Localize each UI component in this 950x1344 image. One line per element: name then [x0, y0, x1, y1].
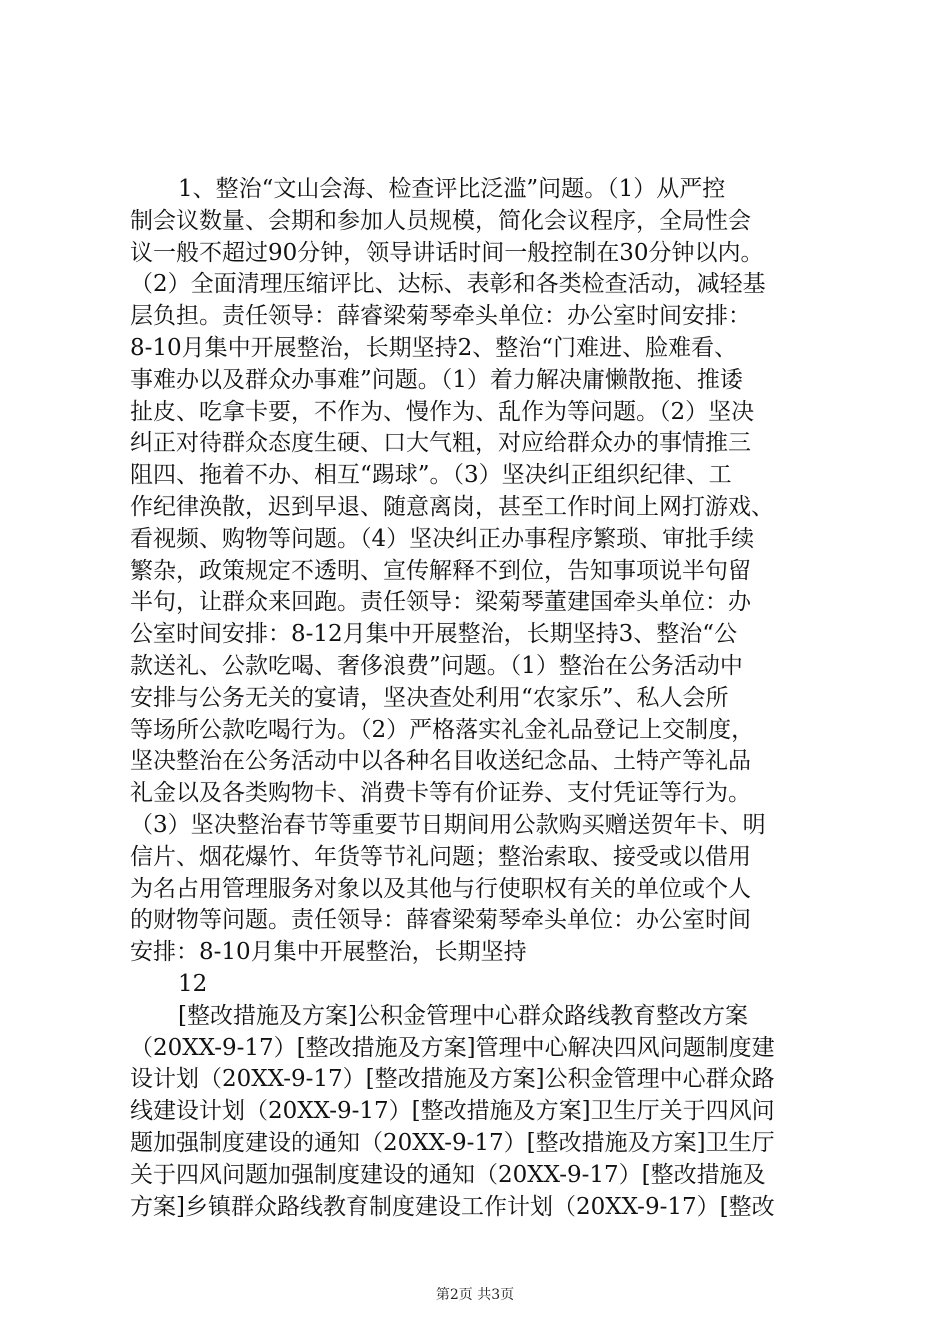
paragraph-line: 作纪律涣散，迟到早退、随意离岗，甚至工作时间上网打游戏、	[130, 493, 774, 520]
paragraph-line: 8-10月集中开展整治，长期坚持2、整治“门难进、脸难看、	[130, 334, 738, 361]
paragraph-line: 为名占用管理服务对象以及其他与行使职权有关的单位或个人	[130, 875, 751, 902]
paragraph-line: 方案]乡镇群众路线教育制度建设工作计划（20XX-9-17）[整改	[130, 1193, 775, 1220]
paragraph-line: （20XX-9-17）[整改措施及方案]管理中心解决四风问题制度建	[130, 1034, 775, 1061]
paragraph-line: 安排：8-10月集中开展整治，长期坚持	[130, 939, 527, 966]
paragraph-line: 礼金以及各类购物卡、消费卡等有价证券、支付凭证等行为。	[130, 780, 751, 807]
paragraph-line: 关于四风问题加强制度建设的通知（20XX-9-17）[整改措施及	[130, 1161, 766, 1188]
paragraph-line: 看视频、购物等问题。（4）坚决纠正办事程序繁琐、审批手续	[130, 525, 755, 552]
paragraph-line: 制会议数量、会期和参加人员规模，简化会议程序，全局性会	[130, 207, 751, 234]
paragraph-line: 纠正对待群众态度生硬、口大气粗，对应给群众办的事情推三	[130, 430, 751, 457]
paragraph-line: 题加强制度建设的通知（20XX-9-17）[整改措施及方案]卫生厅	[130, 1129, 775, 1156]
paragraph-line: 事难办以及群众办事难”问题。（1）着力解决庸懒散拖、推诿	[130, 366, 743, 393]
paragraph-line: 1、整治“文山会海、检查评比泛滥”问题。（1）从严控	[178, 176, 726, 202]
paragraph-line: 阻四、拖着不办、相互“踢球”。（3）坚决纠正组织纪律、工	[130, 462, 732, 489]
paragraph-line: [整改措施及方案]公积金管理中心群众路线教育整改方案	[178, 1002, 748, 1029]
paragraph-line: 议一般不超过90分钟，领导讲话时间一般控制在30分钟以内。	[130, 239, 764, 266]
paragraph-line: （2）全面清理压缩评比、达标、表彰和各类检查活动，减轻基	[130, 271, 766, 298]
page-number-label: 第2页 共3页	[435, 1287, 515, 1303]
document-body	[130, 174, 830, 1223]
paragraph-line: 的财物等问题。责任领导：薛睿梁菊琴牵头单位：办公室时间	[130, 907, 751, 934]
paragraph-line: 12	[178, 970, 208, 997]
paragraph-line: 安排与公务无关的宴请，坚决查处利用“农家乐”、私人会所	[130, 684, 729, 711]
paragraph-line: 等场所公款吃喝行为。（2）严格落实礼金礼品登记上交制度，	[130, 716, 755, 743]
paragraph-line: 层负担。责任领导：薛睿梁菊琴牵头单位：办公室时间安排：	[130, 303, 751, 330]
page-footer	[0, 1286, 950, 1304]
paragraph-line: 设计划（20XX-9-17）[整改措施及方案]公积金管理中心群众路	[130, 1066, 775, 1093]
paragraph-line: 公室时间安排：8-12月集中开展整治，长期坚持3、整治“公	[130, 621, 738, 648]
paragraph-line: 繁杂，政策规定不透明、宣传解释不到位，告知事项说半句留	[130, 557, 751, 584]
paragraph-line: 扯皮、吃拿卡要，不作为、慢作为、乱作为等问题。（2）坚决	[130, 398, 755, 425]
paragraph-line: 信片、烟花爆竹、年货等节礼问题；整治索取、接受或以借用	[130, 843, 751, 870]
paragraph-line: 坚决整治在公务活动中以各种名目收送纪念品、土特产等礼品	[130, 748, 751, 775]
paragraph-line: 款送礼、公款吃喝、奢侈浪费”问题。（1）整治在公务活动中	[130, 652, 743, 679]
paragraph-line: 半句，让群众来回跑。责任领导：梁菊琴董建国牵头单位：办	[130, 589, 751, 616]
paragraph-line: （3）坚决整治春节等重要节日期间用公款购买赠送贺年卡、明	[130, 811, 766, 838]
paragraph-line: 线建设计划（20XX-9-17）[整改措施及方案]卫生厅关于四风问	[130, 1098, 775, 1125]
